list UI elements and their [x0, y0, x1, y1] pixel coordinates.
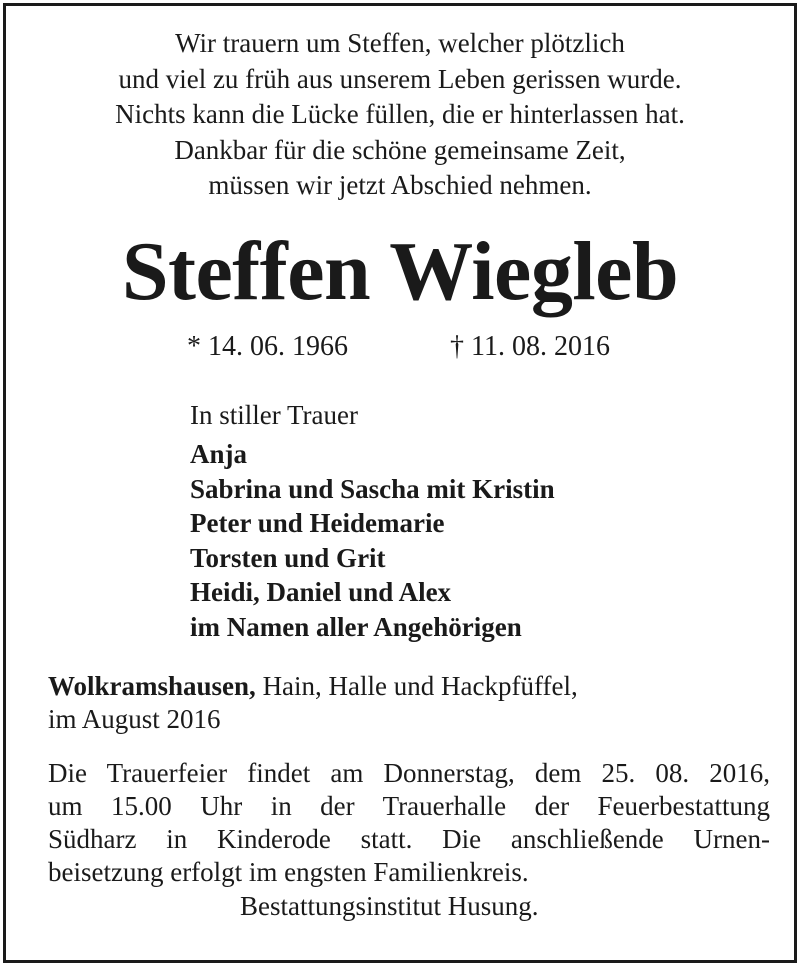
notice-date: im August 2016	[48, 704, 221, 734]
verse-line: Dankbar für die schöne gemeinsame Zeit,	[174, 134, 626, 165]
verse-line: Wir trauern um Steffen, welcher plötzlich	[175, 28, 625, 58]
place-town: Wolkramshausen,	[48, 671, 256, 701]
verse-line: Nichts kann die Lücke füllen, die er hinterlassen hat.	[115, 99, 685, 129]
ceremony-line: beisetzung erfolgt im engsten Familienkreis.	[48, 857, 529, 887]
mourner-name: im Namen aller Angehörigen	[190, 611, 522, 642]
funeral-home: Bestattungsinstitut Husung.	[240, 891, 539, 921]
ceremony-line: Südharz in Kinderode statt. Die anschließende Urnen-	[48, 824, 770, 854]
mourning-intro: In stiller Trauer	[190, 400, 358, 430]
place-and-date	[48, 670, 578, 736]
funeral-details	[48, 757, 770, 889]
place-line	[48, 670, 578, 703]
birth-date: * 14. 06. 1966	[187, 331, 348, 362]
place-others: Hain, Halle und Hackpfüffel,	[255, 671, 578, 701]
deceased-name: Steffen Wiegleb	[121, 225, 679, 318]
mourner-name: Heidi, Daniel und Alex	[190, 577, 452, 607]
verse-line: müssen wir jetzt Abschied nehmen.	[208, 170, 592, 200]
mourner-name: Sabrina und Sascha mit Kristin	[190, 473, 555, 504]
death-date: † 11. 08. 2016	[450, 331, 610, 362]
ceremony-line: um 15.00 Uhr in der Trauerhalle der Feuerbestattung	[48, 791, 770, 821]
mourner-name: Torsten und Grit	[190, 542, 386, 573]
ceremony-line: Die Trauerfeier findet am Donnerstag, dem 25. 08. 2016,	[48, 758, 770, 788]
opening-verse	[0, 26, 800, 204]
mourner-name: Peter und Heidemarie	[190, 508, 445, 538]
mourner-name: Anja	[190, 439, 248, 469]
verse-line: und viel zu früh aus unserem Leben gerissen wurde.	[118, 63, 682, 94]
mourners-list	[190, 437, 555, 644]
